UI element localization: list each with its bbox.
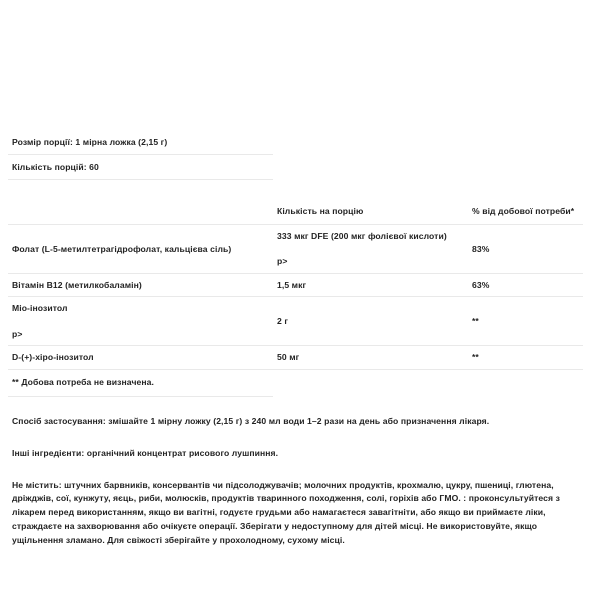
nutrient-amount-artifact: p>: [277, 256, 288, 267]
servings-per-container-row: [8, 155, 583, 180]
table-row: [8, 297, 583, 346]
nutrient-name-artifact: p>: [12, 328, 23, 339]
nutrient-name: [8, 225, 273, 274]
nutrient-daily-value: **: [468, 346, 583, 369]
servings-spacer-amount: [273, 155, 468, 180]
serving-size-label: Розмір порції: 1 мірна ложка (2,15 г): [8, 130, 273, 155]
servings-per-container-label: Кількість порцій: 60: [8, 155, 273, 180]
gap-cell-name: [8, 180, 273, 199]
header-name: [8, 198, 273, 225]
servings-spacer-dv: [468, 155, 583, 180]
table-row: [8, 225, 583, 274]
nutrient-amount: 50 мг: [273, 346, 468, 369]
gap-cell-dv: [468, 180, 583, 199]
serving-size-row: [8, 130, 583, 155]
nutrient-name-text: Міо-інозитол: [12, 303, 68, 314]
footnote-spacer-dv: [468, 369, 583, 396]
nutrient-name: Вітамін B12 (метилкобаламін): [8, 273, 273, 296]
other-ingredients-text: Інші інгредієнти: органічний концентрат рисового лушпиння.: [12, 447, 279, 458]
warnings-text: Не містить: штучних барвників, консервантів чи підсолоджувачів; молочних продуктів, крохмалю, цукру, пшениці, глютена, дріжджів, сої, кунжуту, яєць, риби, молюсків, продуктів тваринного походження, солі, горіхів або ГМО. : проконсультуйтеся з лікарем перед використанням, якщо ви вагітні, годуєте грудьми або намагаєтеся завагітніти, або якщо ви приймаєте ліки, страждаєте на захворювання або очікуєте операції. Зберігати у недоступному для дітей місці. Не використовуйте, якщо ущільнення зламано. Для свіжості зберігайте у прохолодному, сухому місці.: [12, 479, 560, 546]
directions-text: Спосіб застосування: змішайте 1 мірну ложку (2,15 г) з 240 мл води 1–2 рази на день або призначення лікаря.: [12, 415, 490, 426]
top-spacer: [8, 0, 592, 130]
product-info-block: [8, 415, 592, 548]
serving-size-spacer-amount: [273, 130, 468, 155]
daily-value-footnote-row: [8, 369, 583, 396]
table-header-row: [8, 198, 583, 225]
table-gap-row: [8, 180, 583, 199]
nutrient-amount: [273, 225, 468, 274]
nutrient-name: D-(+)-хіро-інозитол: [8, 346, 273, 369]
footnote-spacer-amount: [273, 369, 468, 396]
supplement-facts-table: [8, 130, 583, 397]
nutrient-daily-value: 83%: [468, 225, 583, 274]
table-row: [8, 346, 583, 369]
nutrient-name: [8, 297, 273, 346]
gap-cell-amount: [273, 180, 468, 199]
header-percent-daily-value: % від добової потреби*: [468, 198, 583, 225]
table-row: [8, 273, 583, 296]
nutrient-daily-value: **: [468, 297, 583, 346]
serving-size-spacer-dv: [468, 130, 583, 155]
nutrient-amount: 1,5 мкг: [273, 273, 468, 296]
nutrient-amount: 2 г: [273, 297, 468, 346]
header-amount-per-serving: Кількість на порцію: [273, 198, 468, 225]
nutrient-name-text: Фолат (L-5-метилтетрагідрофолат, кальцієва сіль): [12, 243, 232, 254]
nutrient-daily-value: 63%: [468, 273, 583, 296]
daily-value-footnote: ** Добова потреба не визначена.: [8, 369, 273, 396]
nutrient-amount-text: 333 мкг DFE (200 мкг фолієвої кислоти): [277, 231, 447, 241]
